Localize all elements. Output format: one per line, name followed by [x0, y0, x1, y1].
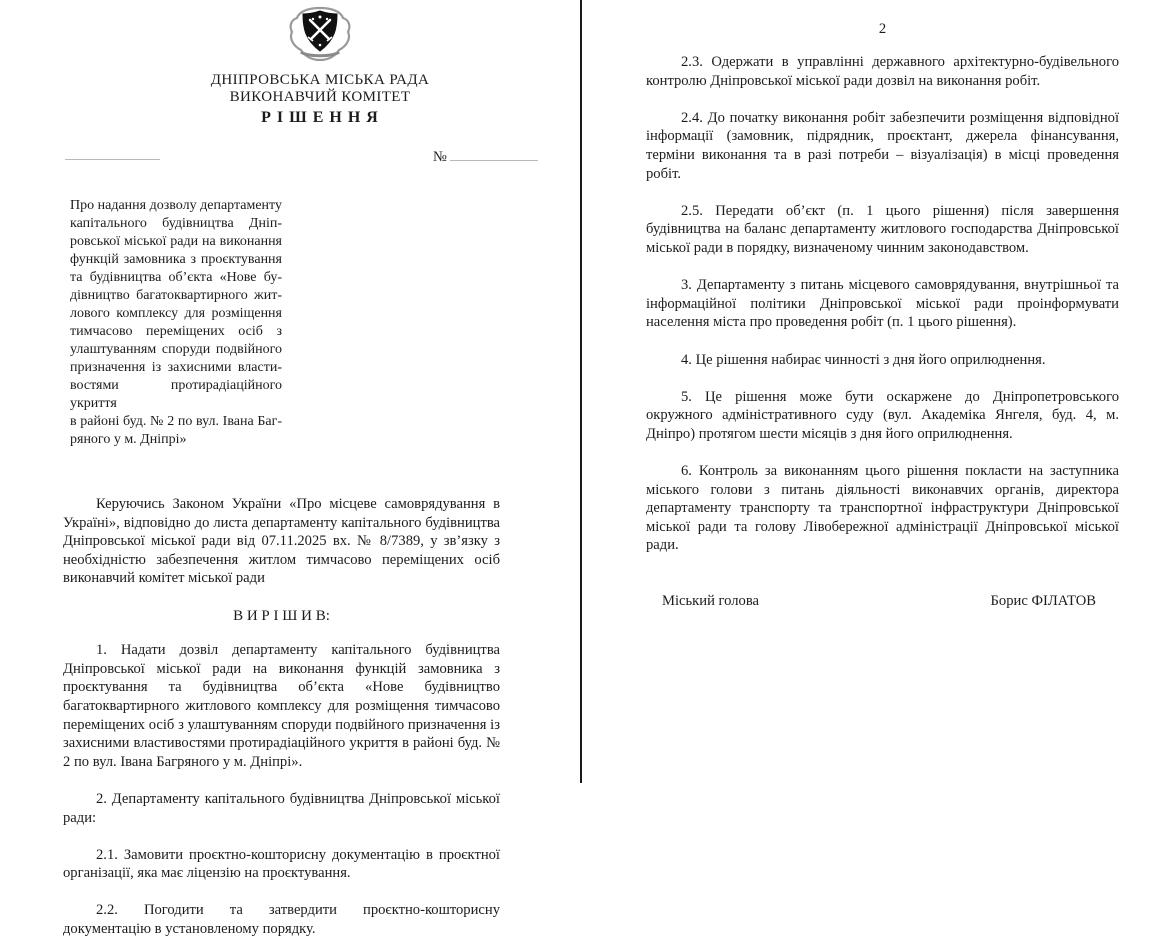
number-label: №: [433, 149, 447, 165]
page-2: [582, 0, 1171, 783]
resolution-item-2-5: 2.5. Передати об’єкт (п. 1 цього рішення) після завершення будівництва на баланс департаменту житлового господарства Дніпровської міської ради в порядку, визначеному чинним законодавством.: [646, 202, 1119, 256]
resolved-heading: В И Р І Ш И В:: [233, 607, 330, 624]
number-date-row: [0, 147, 580, 169]
resolution-item-2-1: 2.1. Замовити проєктно-кошторисну документацію в проєктної організації, яка має ліцензію на проєктування.: [63, 846, 500, 882]
document-header: [90, 6, 550, 127]
page-2-body: [646, 53, 1119, 610]
signature-title: Міський голова: [662, 593, 760, 610]
date-blank-line: [65, 159, 160, 160]
resolution-item-3: 3. Департаменту з питань місцевого самоврядування, внутрішньої та інформаційної політики Дніпровської міської ради проінформувати населення міста про проведення робіт (п. 1 цього рішення).: [646, 277, 1119, 331]
dnipro-city-coat-of-arms-icon: [287, 6, 353, 67]
resolution-item-2: 2. Департаменту капітального будівництва Дніпровської міської ради:: [63, 790, 500, 826]
resolution-item-4: 4. Це рішення набирає чинності з дня його оприлюднення.: [681, 351, 1046, 368]
number-blank-line: [450, 147, 538, 161]
document-type-title: Р І Ш Е Н Н Я: [261, 109, 379, 126]
signature-name: Борис ФІЛАТОВ: [990, 593, 1096, 610]
resolution-item-2-3: 2.3. Одержати в управлінні державного архітектурно-будівельного контролю Дніпровської міської ради дозвіл на виконання робіт.: [646, 54, 1119, 89]
number-group: [433, 147, 538, 166]
committee-name: ВИКОНАВЧИЙ КОМІТЕТ: [229, 89, 411, 105]
org-name: ДНІПРОВСЬКА МІСЬКА РАДА: [210, 72, 430, 88]
page-1-body: [63, 495, 500, 939]
preamble-paragraph: Керуючись Законом України «Про місцеве самоврядування в Україні», відповідно до листа департаменту капітального будівництва Дніпровської міської ради від 07.11.2025 вх. № 8/7389, у зв’язку з необхідністю забезпечення житлом тимчасово переміщених осіб виконавчий комітет міської ради: [63, 496, 500, 587]
page-1: [0, 0, 580, 938]
resolution-item-2-2: 2.2. Погодити та затвердити проєктно-кошторисну документацію в установленому порядку.: [63, 902, 500, 938]
resolution-item-1: 1. Надати дозвіл департаменту капітального будівництва Дніпровської міської ради на виконання функцій замовника з проєктування та будівництва об’єкта «Нове будівництво багатоквартирного житлового комплексу для розміщення тимчасово переміщених осіб з улаштуванням споруди подвійного призначення із захисними властивостями протирадіаційного укриття в районі буд. № 2 по вул. Івана Багряного у м. Дніпрі».: [63, 642, 500, 770]
resolution-item-5: 5. Це рішення може бути оскаржене до Дніпропетровського окружного адміністративного суду (вул. Академіка Янгеля, буд. 4, м. Дніпро) протягом шести місяців з дня його оприлюднення.: [646, 388, 1119, 442]
signature-row: [662, 593, 1096, 610]
resolution-item-2-4: 2.4. До початку виконання робіт забезпечити розміщення відповідної інформації (замовник, підрядник, проєктант, джерела фінансування, терміни виконання та в разі потреби – візуалізація) в місці проведення робіт.: [646, 109, 1119, 182]
subject-block: Про надання дозволу департаменту капітального будівництва Дніп- ровської міської ради на виконання функцій замовника з проєктування та будівництва об’єкта «Нове бу- дівництво багатоквартирного жит- лового комплексу для розміщення тимчасово переміщених осіб з улаштуванням споруди подвійного призначення із захисними власти- востями протирадіаційного укриття в районі буд. № 2 по вул. Івана Баг- ряного у м. Дніпрі»: [70, 198, 282, 447]
resolution-item-6: 6. Контроль за виконанням цього рішення покласти на заступника міського голови з питань діяльності виконавчих органів, директора департаменту транспорту та транспортної інфраструктури Дніпровської міської ради та голову Лівобережної адміністрації Дніпровської міської ради.: [646, 463, 1119, 554]
page-number: 2: [878, 21, 887, 37]
